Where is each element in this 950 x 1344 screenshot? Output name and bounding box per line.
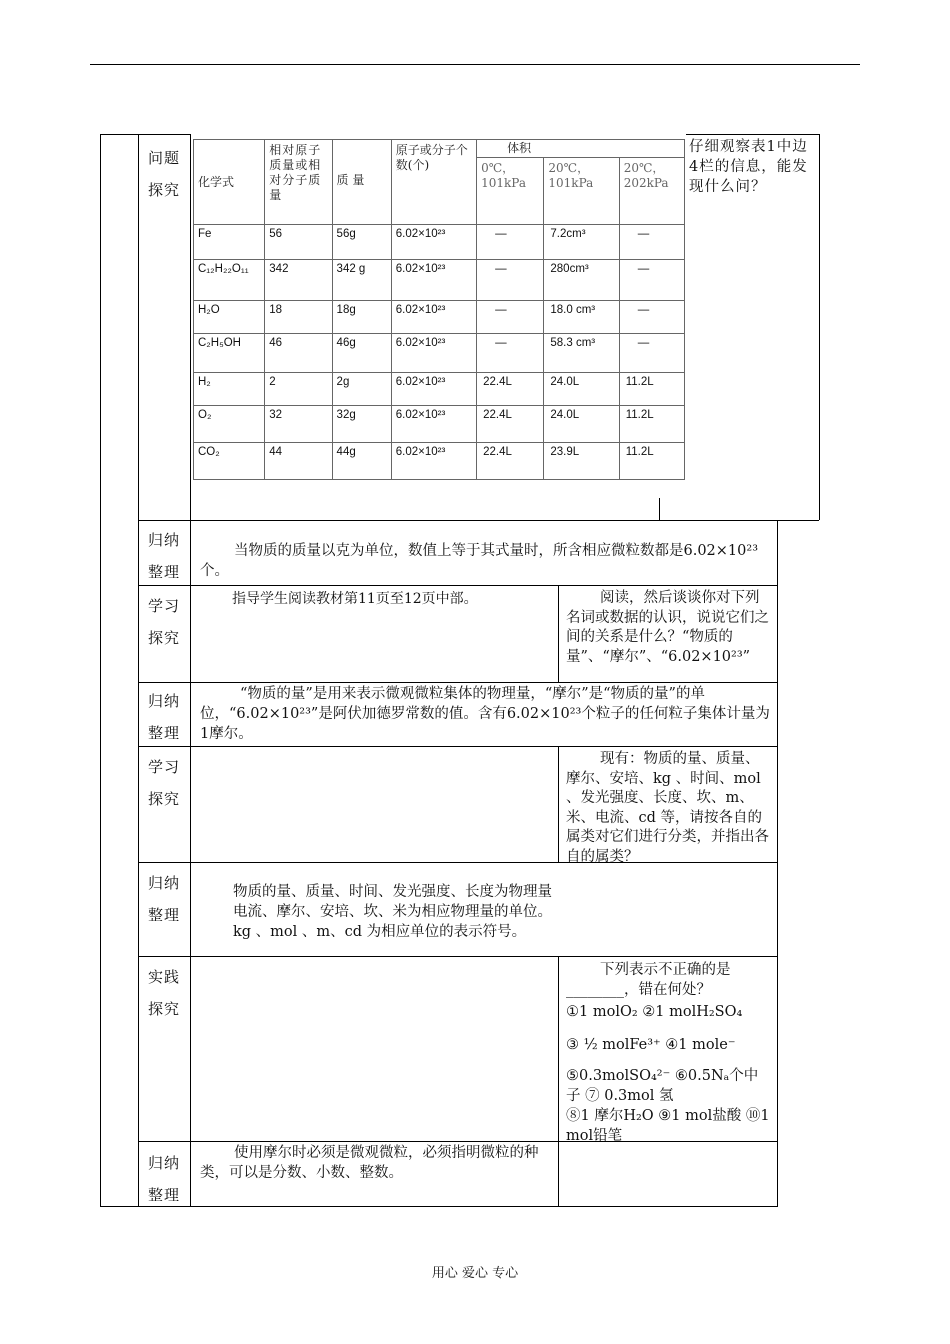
- table-cell-v0: —: [477, 260, 544, 301]
- table-cell-formula: O₂: [194, 406, 265, 443]
- summary-line: 物质的量、质量、时间、发光强度、长度为物理量: [233, 884, 552, 900]
- table-cell-mass: 18g: [332, 301, 391, 334]
- table-cell-formula: C₁₂H₂₂O₁₁: [194, 260, 265, 301]
- table-row: [194, 406, 685, 443]
- table-cell-mr: 44: [265, 443, 332, 480]
- table-cell-v20: 24.0L: [544, 373, 619, 406]
- table-cell-v20: 58.3 cm³: [544, 334, 619, 373]
- header-count: 原子或分子个数(个): [391, 140, 476, 225]
- row-sep: [138, 956, 778, 957]
- section-label: 归纳 整理: [148, 1154, 181, 1204]
- table-cell-mr: 32: [265, 406, 332, 443]
- table-cell-v202: 11.2L: [619, 373, 684, 406]
- table-cell-formula: H₂: [194, 373, 265, 406]
- header-formula: 化学式: [194, 140, 265, 225]
- table-cell-n: 6.02×10²³: [391, 334, 476, 373]
- table-row: [194, 443, 685, 480]
- practice-text: [566, 960, 772, 1146]
- table-cell-formula: C₂H₅OH: [194, 334, 265, 373]
- frame-top: [100, 134, 190, 135]
- summary-line: 电流、摩尔、安培、坎、米为相应物理量的单位。: [233, 904, 552, 920]
- practice-question: 下列表示不正确的是________，错在何处？: [566, 962, 731, 998]
- frame-bottom: [100, 1206, 778, 1207]
- table-cell-mass: 46g: [332, 334, 391, 373]
- summary-text-3: “物质的量”是用来表示微观微粒集体的物理量，“摩尔”是“物质的量”的单位，“6.02×10²³”是阿伏加德罗常数的值。含有6.02×10²³个粒子的任何粒子集体计量为1摩尔。: [200, 686, 770, 742]
- header-rule: [90, 64, 860, 65]
- table-cell-v202: —: [619, 260, 684, 301]
- table-cell-n: 6.02×10²³: [391, 260, 476, 301]
- section-label: 学习 探究: [148, 597, 181, 647]
- table-cell-n: 6.02×10²³: [391, 301, 476, 334]
- subheader-0c: 0℃，101kPa: [477, 158, 544, 225]
- table-cell-mass: 44g: [332, 443, 391, 480]
- summary-text-1: 当物质的质量以克为单位，数值上等于其式量时，所含相应微粒数都是6.02×10²³个。: [200, 543, 759, 579]
- table-cell-v202: 11.2L: [619, 406, 684, 443]
- table-cell-v20: 23.9L: [544, 443, 619, 480]
- table-cell-mass: 342 g: [332, 260, 391, 301]
- table-cell-n: 6.02×10²³: [391, 443, 476, 480]
- table-cell-mr: 342: [265, 260, 332, 301]
- table-cell-v0: 22.4L: [477, 443, 544, 480]
- study-right-text-2: 现有：物质的量、质量、摩尔、安培、kg 、时间、mol 、发光强度、长度、坎、m、米、电流、cd 等，请按各自的属类对它们进行分类，并指出各自的属类？: [566, 751, 769, 865]
- table-cell-formula: Fe: [194, 225, 265, 260]
- section1-right: [819, 134, 820, 520]
- frame-left: [100, 134, 101, 1206]
- section-label: 归纳 整理: [148, 874, 181, 924]
- table-row: [194, 225, 685, 260]
- summary-line: kg 、mol 、m、cd 为相应单位的表示符号。: [233, 924, 527, 940]
- table-cell-formula: CO₂: [194, 443, 265, 480]
- table-cell-n: 6.02×10²³: [391, 373, 476, 406]
- study-left-text: 指导学生阅读教材第11页至12页中部。: [232, 591, 478, 607]
- table-cell-mr: 2: [265, 373, 332, 406]
- frame-label-col: [138, 134, 139, 1206]
- frame-right: [777, 520, 778, 1206]
- table-cell-v20: 18.0 cm³: [544, 301, 619, 334]
- practice-option: ③ ½ molFe³⁺ ④1 mole⁻: [566, 1037, 736, 1053]
- table-cell-v202: 11.2L: [619, 443, 684, 480]
- table-cell-v202: —: [619, 334, 684, 373]
- table-cell-mr: 56: [265, 225, 332, 260]
- col-divider: [558, 956, 559, 1206]
- summary-text-7: 使用摩尔时必须是微观微粒，必须指明微粒的种类，可以是分数、小数、整数。: [200, 1145, 539, 1181]
- table-cell-mr: 18: [265, 301, 332, 334]
- table-cell-v0: —: [477, 225, 544, 260]
- table-cell-v0: —: [477, 301, 544, 334]
- question-text: 仔细观察表1中边4栏的信息，能发现什么问？: [689, 139, 808, 195]
- section-label: 归纳 整理: [148, 531, 181, 581]
- row-sep: [138, 585, 778, 586]
- section1-mark: [659, 498, 660, 520]
- study-right-text: 阅读，然后谈谈你对下列名词或数据的认识，说说它们之间的关系是什么？“物质的量”、“摩尔”、“6.02×10²³”: [566, 590, 769, 665]
- practice-option: ①1 molO₂ ②1 molH₂SO₄: [566, 1004, 743, 1020]
- section-label: 学习 探究: [148, 758, 181, 808]
- header-mass: 质 量: [332, 140, 391, 225]
- table-cell-mass: 2g: [332, 373, 391, 406]
- table-cell-n: 6.02×10²³: [391, 406, 476, 443]
- section-label: 实践 探究: [148, 968, 181, 1018]
- practice-option: ⑤0.3molSO₄²⁻ ⑥0.5Nₐ个中子 ⑦ 0.3mol 氢: [566, 1068, 759, 1104]
- section1-top: [686, 134, 819, 135]
- section-label: 归纳 整理: [148, 692, 181, 742]
- table-cell-formula: H₂O: [194, 301, 265, 334]
- table-cell-v0: 22.4L: [477, 406, 544, 443]
- col-divider: [558, 746, 559, 862]
- row-sep: [138, 682, 778, 683]
- table-cell-v0: —: [477, 334, 544, 373]
- header-mr: 相对原子质量或相对分子质量: [265, 140, 332, 225]
- table-cell-v20: 24.0L: [544, 406, 619, 443]
- section-label: 问题 探究: [148, 149, 181, 199]
- header-volume: 体积: [477, 140, 685, 158]
- table-row: [194, 373, 685, 406]
- table-cell-mass: 32g: [332, 406, 391, 443]
- table-cell-mass: 56g: [332, 225, 391, 260]
- table-row: [194, 260, 685, 301]
- table-cell-v20: 280cm³: [544, 260, 619, 301]
- table-cell-n: 6.02×10²³: [391, 225, 476, 260]
- table-cell-v202: —: [619, 225, 684, 260]
- table-cell-v0: 22.4L: [477, 373, 544, 406]
- table-cell-v202: —: [619, 301, 684, 334]
- row-sep: [138, 520, 819, 521]
- table-cell-v20: 7.2cm³: [544, 225, 619, 260]
- table-row: [194, 334, 685, 373]
- practice-option: ⑧1 摩尔H₂O ⑨1 mol盐酸 ⑩1 mol铅笔: [566, 1108, 770, 1144]
- table-cell-mr: 46: [265, 334, 332, 373]
- subheader-20c-202: 20℃，202kPa: [619, 158, 684, 225]
- subheader-20c: 20℃，101kPa: [544, 158, 619, 225]
- summary-lines: [233, 882, 663, 942]
- table-row: [194, 301, 685, 334]
- col-divider: [558, 585, 559, 682]
- row-sep: [138, 746, 778, 747]
- data-table: [193, 139, 685, 480]
- frame-content-col: [190, 134, 191, 1206]
- page-footer: 用心 爱心 专心: [431, 1266, 519, 1281]
